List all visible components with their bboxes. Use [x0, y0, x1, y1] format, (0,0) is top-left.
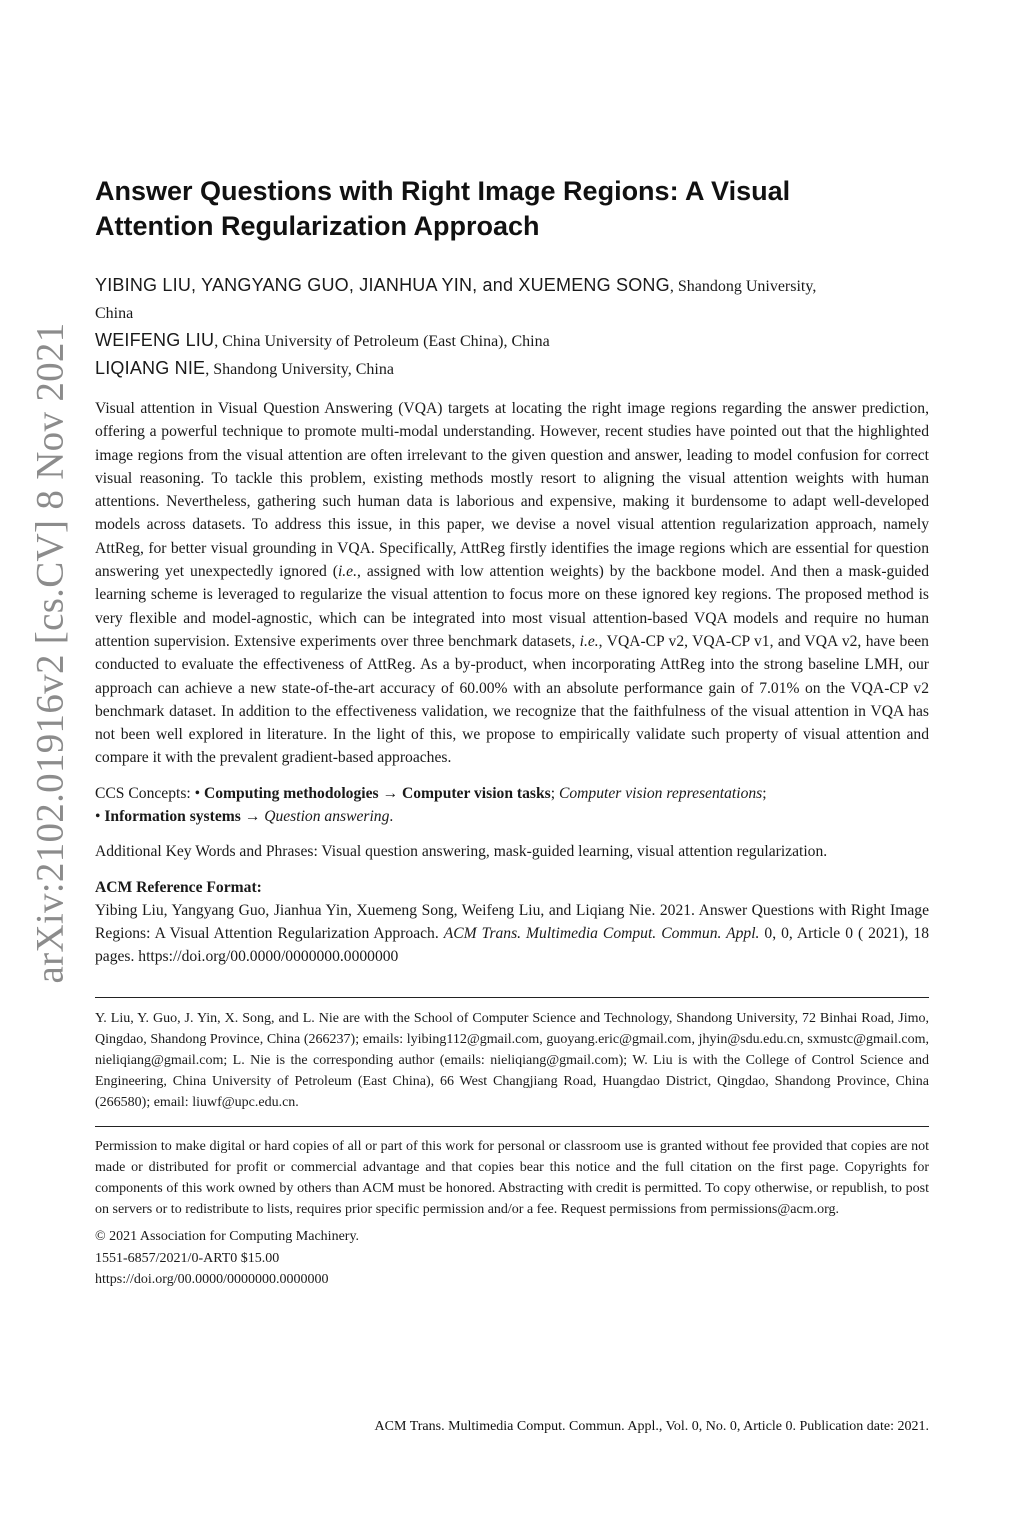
- reference-text: 0, 0, Article 0 ( 2021), 18 pages. https://doi.org/00.0000/0000000.0000000: [95, 924, 929, 966]
- ccs-arrow: →: [240, 808, 265, 826]
- ccs-label: CCS Concepts:: [95, 784, 195, 802]
- abstract-text: , VQA-CP v2, VQA-CP v1, and VQA v2, have been conducted to evaluate the effectiveness of AttReg. As a by-product, when incorporating AttReg into the strong baseline LMH, our approach can achieve a new state-of-the-art accuracy of 60.00% with an absolute performance gain of 7.01% on the VQA-CP v2 benchmark dataset. In addition to the effectiveness validation, we recognize that the faithfulness of the visual attention in VQA has not been well explored in literature. In the light of this, we propose to empirically validate such property of visual attention and compare it with the prevalent gradient-based approaches.: [95, 632, 929, 767]
- ccs-bullet: •: [194, 784, 204, 802]
- running-footer: ACM Trans. Multimedia Comput. Commun. Appl., Vol. 0, No. 0, Article 0. Publication date: 2021.: [374, 1419, 929, 1434]
- ccs-arrow: →: [378, 784, 402, 802]
- abstract-text: Visual attention in Visual Question Answering (VQA) targets at locating the right image regions regarding the answer prediction, offering a powerful technique to promote multi-modal understanding. However, recent studies have pointed out that the highlighted image regions from the visual attention are often irrelevant to the given question and answer, leading to model confusion for correct visual reasoning. To tackle this problem, existing methods mostly resort to aligning the visual attention weights with human attentions. Nevertheless, gathering such human data is laborious and expensive, making it burdensome to adapt well-developed models across datasets. To address this issue, in this paper, we devise a novel visual attention regularization approach, namely AttReg, for better visual grounding in VQA. Specifically, AttReg firstly identifies the image regions which are essential for question answering yet unexpectedly ignored (: [95, 400, 929, 581]
- affiliation-footnote: Y. Liu, Y. Guo, J. Yin, X. Song, and L. Nie are with the School of Computer Science and Technology, Shandong University, 72 Binhai Road, Jimo, Qingdao, Shandong Province, China (266237); emails: lyibing112@gmail.com, guoyang.eric@gmail.com, jhyin@sdu.edu.cn, sxmustc@gmail.com, nieliqiang@gmail.com; L. Nie is the corresponding author (emails: nieliqiang@gmail.com); W. Liu is with the College of Control Science and Engineering, China University of Petroleum (East China), 66 West Changjiang Road, Huangdao District, Qingdao, Shandong Province, China (266580); email: liuwf@upc.edu.cn.: [95, 1010, 929, 1111]
- arxiv-id-text: arXiv:2102.01916v2 [cs.CV] 8 Nov 2021: [28, 321, 72, 984]
- paper-title: [95, 174, 929, 244]
- author-affiliation: China: [95, 305, 134, 322]
- author-line: [95, 300, 929, 327]
- paper-first-page: [95, 174, 929, 1290]
- arxiv-side-stamp: [12, 275, 88, 1030]
- ccs-sep: ;: [762, 784, 767, 802]
- footnote-divider: [95, 997, 929, 998]
- author-names: LIQIANG NIE: [95, 358, 206, 378]
- author-names: YIBING LIU, YANGYANG GUO, JIANHUA YIN, and XUEMENG SONG: [95, 275, 670, 295]
- ccs-concept: Computing methodologies: [204, 784, 379, 802]
- permission-divider: [95, 1126, 929, 1127]
- abstract-text: , assigned with low attention weights) by the backbone model. And then a mask-guided learning scheme is leveraged to regularize the visual attention to focus more on these ignored key regions. The proposed method is very flexible and model-agnostic, which can be integrated into most visual attention-based VQA models and require no human attention supervision. Extensive experiments over three benchmark datasets,: [95, 563, 929, 650]
- ccs-concepts: [95, 782, 929, 829]
- title-line-1: Answer Questions with Right Image Regions: A Visual: [95, 176, 791, 206]
- ccs-sep: .: [389, 808, 394, 826]
- author-affiliation: , Shandong University,: [669, 278, 817, 295]
- ccs-sep: ;: [550, 784, 559, 802]
- ccs-concept: Computer vision tasks: [401, 784, 551, 802]
- author-line: [95, 355, 929, 383]
- doi-link[interactable]: https://doi.org/00.0000/0000000.0000000: [95, 1271, 329, 1287]
- acm-reference-text: [95, 899, 929, 969]
- author-line: [95, 272, 929, 300]
- acm-reference-heading: ACM Reference Format:: [95, 878, 262, 896]
- ccs-bullet: •: [95, 808, 105, 826]
- abstract-ie: i.e.: [579, 632, 599, 650]
- abstract: [95, 397, 929, 770]
- ccs-concept: Question answering: [264, 808, 390, 826]
- author-affiliation: , China University of Petroleum (East China), China: [214, 333, 550, 350]
- reference-text: Yibing Liu, Yangyang Guo, Jianhua Yin, Xuemeng Song, Weifeng Liu, and Liqiang Nie. 2021. Answer Questions with Right Image Regions: A Visual Attention Regularization Approach.: [95, 901, 929, 942]
- author-line: [95, 327, 929, 355]
- ccs-concept: Information systems: [104, 808, 241, 826]
- reference-journal: ACM Trans. Multimedia Comput. Commun. Appl.: [443, 924, 760, 942]
- keywords: Additional Key Words and Phrases: Visual question answering, mask-guided learning, visual attention regularization.: [95, 843, 828, 861]
- permission-notice: Permission to make digital or hard copies of all or part of this work for personal or classroom use is granted without fee provided that copies are not made or distributed for profit or commercial advantage and that copies bear this notice and the full citation on the first page. Copyrights for components of this work owned by others than ACM must be honored. Abstracting with credit is permitted. To copy otherwise, or republish, to post on servers or to redistribute to lists, requires prior specific permission and/or a fee. Request permissions from permissions@acm.org.: [95, 1138, 929, 1218]
- author-affiliation: , Shandong University, China: [205, 361, 394, 378]
- abstract-ie: i.e.: [337, 563, 357, 581]
- copyright-line: © 2021 Association for Computing Machinery.: [95, 1229, 360, 1245]
- author-names: WEIFENG LIU: [95, 330, 215, 350]
- author-block: [95, 272, 929, 383]
- ccs-concept: Computer vision representations: [558, 784, 763, 802]
- title-line-2: Attention Regularization Approach: [95, 211, 540, 241]
- issn-line: 1551-6857/2021/0-ART0 $15.00: [95, 1250, 280, 1266]
